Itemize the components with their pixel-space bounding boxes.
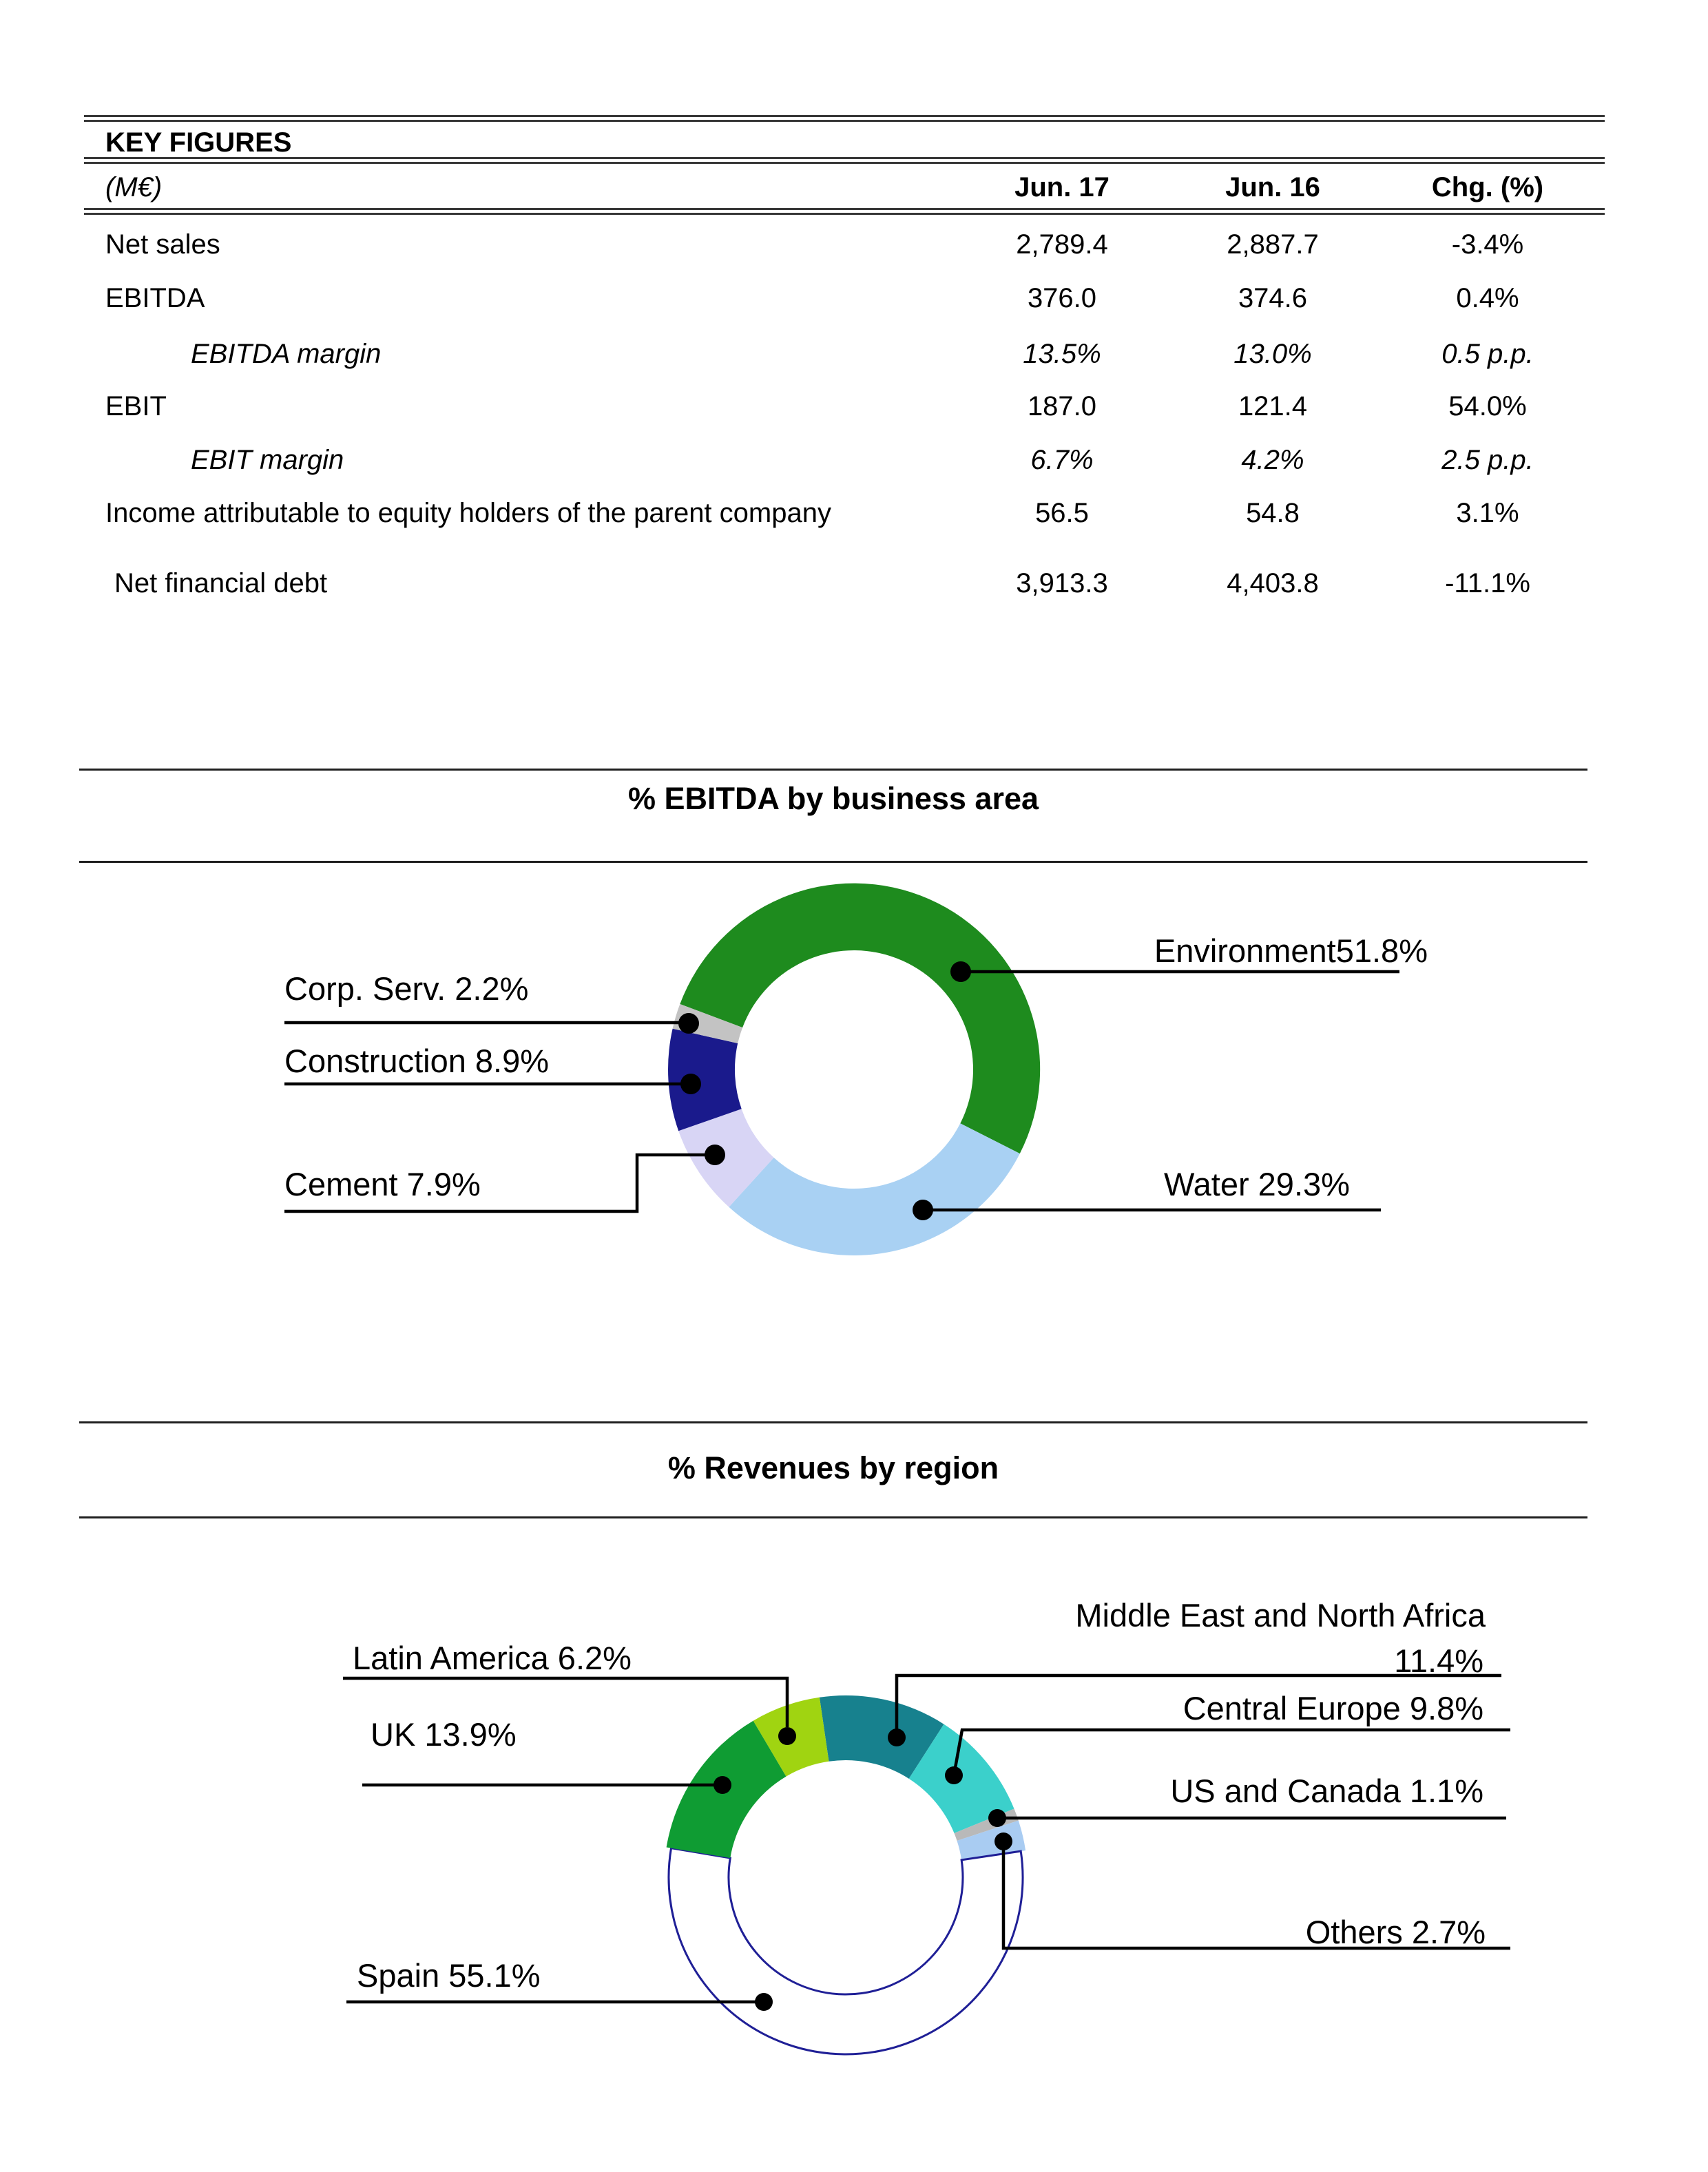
table-cell: 3,913.3 bbox=[1016, 568, 1108, 598]
table-cell: 56.5 bbox=[1035, 498, 1089, 528]
callout-dot-water bbox=[913, 1200, 933, 1220]
slice-label-corp-serv-: Corp. Serv. 2.2% bbox=[284, 970, 529, 1007]
slice-label-central-europe: Central Europe 9.8% bbox=[1183, 1690, 1483, 1726]
table-cell: 376.0 bbox=[1027, 283, 1097, 313]
table-cell: 374.6 bbox=[1238, 283, 1308, 313]
table-cell: 13.5% bbox=[1023, 339, 1101, 369]
table-column-header: Jun. 16 bbox=[1225, 172, 1320, 202]
table-cell: 13.0% bbox=[1233, 339, 1312, 369]
table-column-header: Jun. 17 bbox=[1014, 172, 1110, 202]
pie-slice-water bbox=[729, 1123, 1019, 1255]
slice-label-middle-east-and-north-africa: Middle East and North Africa bbox=[1075, 1597, 1486, 1633]
slice-label-environment: Environment51.8% bbox=[1154, 932, 1428, 969]
callout-dot-cement bbox=[705, 1145, 725, 1165]
table-cell: -11.1% bbox=[1445, 568, 1530, 598]
table-cell: 121.4 bbox=[1238, 391, 1308, 421]
table-row-label: Income attributable to equity holders of the parent company bbox=[105, 498, 831, 528]
table-cell: 4.2% bbox=[1241, 445, 1304, 475]
table-unit-label: (M€) bbox=[105, 172, 163, 202]
table-cell: -3.4% bbox=[1451, 229, 1524, 260]
table-cell: 3.1% bbox=[1456, 498, 1519, 528]
table-cell: 2.5 p.p. bbox=[1441, 445, 1534, 475]
slice-label-cement: Cement 7.9% bbox=[284, 1166, 481, 1202]
callout-dot-us-and-canada bbox=[988, 1809, 1006, 1827]
table-cell: 2,789.4 bbox=[1016, 229, 1108, 260]
table-cell: 0.5 p.p. bbox=[1441, 339, 1534, 369]
pie-slice-spain bbox=[669, 1848, 1023, 2054]
callout-dot-construction bbox=[680, 1074, 701, 1094]
table-cell: 6.7% bbox=[1030, 445, 1094, 475]
slice-label-construction: Construction 8.9% bbox=[284, 1043, 550, 1079]
table-row-label: EBIT margin bbox=[191, 445, 344, 475]
slice-label-latin-america: Latin America 6.2% bbox=[353, 1640, 632, 1676]
table-cell: 187.0 bbox=[1027, 391, 1097, 421]
table-title: KEY FIGURES bbox=[105, 127, 292, 158]
table-cell: 0.4% bbox=[1456, 283, 1519, 313]
chart1-title: % EBITDA by business area bbox=[627, 781, 1039, 816]
callout-dot-environment bbox=[950, 961, 971, 982]
callout-dot-others bbox=[994, 1832, 1012, 1850]
table-cell: 54.8 bbox=[1246, 498, 1300, 528]
slice-label-middle-east-and-north-africa: 11.4% bbox=[1394, 1642, 1483, 1679]
slice-label-others: Others 2.7% bbox=[1305, 1914, 1486, 1950]
table-row-label: EBITDA bbox=[105, 283, 205, 313]
callout-line-central-europe bbox=[954, 1730, 1510, 1775]
callout-dot-uk bbox=[714, 1776, 731, 1794]
table-row-label: Net financial debt bbox=[114, 568, 328, 598]
table-cell: 54.0% bbox=[1448, 391, 1527, 421]
table-row-label: EBITDA margin bbox=[191, 339, 382, 369]
slice-label-water: Water 29.3% bbox=[1164, 1166, 1350, 1202]
slice-label-uk: UK 13.9% bbox=[371, 1716, 517, 1753]
chart2-title: % Revenues by region bbox=[667, 1450, 999, 1485]
table-row-label: EBIT bbox=[105, 391, 167, 421]
callout-dot-central-europe bbox=[945, 1766, 963, 1784]
callout-dot-latin-america bbox=[778, 1727, 796, 1745]
table-column-header: Chg. (%) bbox=[1431, 172, 1544, 202]
slice-label-spain: Spain 55.1% bbox=[357, 1957, 541, 1994]
table-row-label: Net sales bbox=[105, 229, 220, 260]
slice-label-us-and-canada: US and Canada 1.1% bbox=[1170, 1773, 1483, 1809]
callout-dot-corp-serv- bbox=[678, 1013, 699, 1034]
table-cell: 2,887.7 bbox=[1227, 229, 1319, 260]
callout-dot-middle-east-and-north-africa bbox=[888, 1729, 906, 1746]
callout-dot-spain bbox=[755, 1993, 773, 2011]
table-cell: 4,403.8 bbox=[1227, 568, 1319, 598]
